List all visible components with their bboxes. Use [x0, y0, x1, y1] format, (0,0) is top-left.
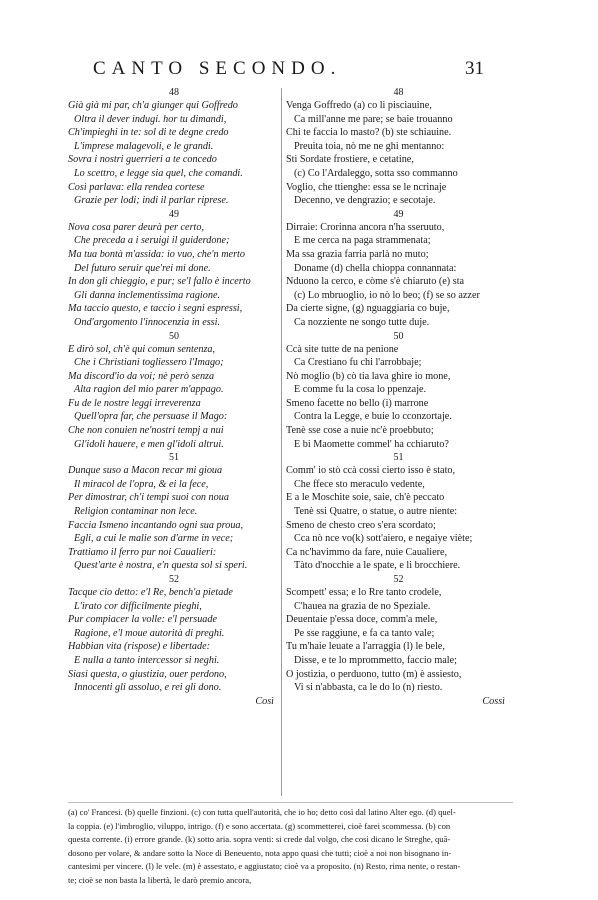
stanza-number: 49 [393, 208, 404, 220]
verse-line: Fu de le nostre leggi irreverenza [68, 397, 201, 409]
stanza-number: 51 [393, 452, 404, 464]
verse-line: Ma tua bontà m'assida: io vuo, che'n merto [68, 248, 245, 260]
footnote-line: te; cioè se non basta la libertà, le darò premio ancora, [68, 874, 252, 885]
verse-line: Nò moglio (b) cò tia lava ghire io mone, [286, 370, 451, 382]
verse-line: Voglio, che ttienghe: essa se le ncrinaje [286, 181, 447, 193]
verse-line: Lo scettro, e legge sia quel, che comandi. [74, 167, 243, 179]
verse-line: (c) Lo mbruoglio, io nò lo beo; (f) se so azzer [294, 289, 480, 301]
column-divider [281, 88, 282, 796]
stanza [286, 86, 511, 208]
verse-line: Già già mi par, ch'a giunger qui Goffredo [68, 100, 238, 111]
verse-line: Ragione, e'l moue autorità di preghi. [74, 627, 225, 639]
verse-line: Gl'idoli hauere, e men gl'idoli altrui. [74, 438, 224, 450]
stanza [68, 451, 280, 573]
verse-line: Ond'argomento l'innocenzia in essi. [74, 316, 221, 328]
catchword: Così [255, 695, 274, 707]
verse-line: Venga Goffredo (a) co li pisciauine, [286, 100, 432, 111]
verse-line: Smeno de chesto creo s'era scordato; [286, 519, 436, 531]
verse-line: L'imprese malagevoli, e le grandi. [74, 140, 214, 152]
footnote-line: dosono per volare, & andare sotto la Noce di Beneuento, nota appo quasi che tutti; cioè a noi non bisognano in- [68, 847, 452, 858]
verse-line: Nova cosa parer deurà per certo, [68, 221, 204, 233]
verse-line: Quest'arte è nostra, e'n questa sol si speri. [74, 560, 248, 572]
neapolitan-column [286, 86, 511, 708]
stanza [286, 330, 511, 452]
verse-line: Da cierte signe, (g) nguaggiaria co buje, [286, 303, 450, 315]
verse-line: Che non conuien ne'nostri tempj a nui [68, 425, 224, 437]
verse-line: Ma taccio questo, e taccio i segni espressi, [68, 303, 243, 315]
verse-line: E a le Moschite soie, saie, ch'è peccato [286, 492, 445, 504]
stanza [286, 451, 511, 573]
verse-line: E dirò sol, ch'è qui comun sentenza, [68, 343, 216, 355]
verse-line: Contra la Legge, e buie lo cconzortaje. [294, 411, 452, 423]
stanza-number: 50 [393, 330, 404, 342]
italian-column [68, 86, 280, 708]
verse-line: Pe sse raggiune, e fa ca tanto vale; [294, 627, 435, 639]
verse-line: C'hauea na grazia de no Speziale. [294, 600, 431, 612]
footnote-line: questa corrente. (i) errore grande. (k) sotto aria. sopra venti: si crede dal volgo, che così dicano le Streghe, quã- [68, 834, 451, 845]
verse-line: Deuentaie p'essa doce, comm'a mele, [286, 614, 438, 626]
verse-line: Oltra il dever indugi. hor tu dimandi, [74, 113, 227, 125]
verse-line: Tàto d'nocchie a le spate, e li brocchiere. [294, 560, 461, 572]
verse-line: Habbian vita (rispose) e libertade: [68, 641, 211, 653]
verse-line: Tu m'haie leuate a l'arraggia (l) le bele, [286, 641, 445, 653]
stanza [68, 86, 280, 208]
verse-line: Preuita toia, nò me ne ghi mentanno: [294, 140, 445, 152]
verse-line: Egli, a cui le malie son d'arme in vece; [74, 533, 234, 545]
verse-line: Quell'opra far, che persuase il Mago: [74, 411, 228, 423]
footnote-rule [68, 802, 513, 803]
verse-line: Disse, e te lo mprommetto, faccio male; [294, 654, 457, 666]
page-number: 31 [465, 58, 484, 79]
stanza-number: 51 [169, 452, 179, 464]
verse-line: E nulla a tanto intercessor si neghi. [74, 654, 220, 666]
verse-line: Che i Christiani togliessero l'Imago; [74, 357, 224, 369]
footnote-line: la coppia. (e) l'imbroglio, viluppo, intrigo. (f) e sono accertata. (g) scommetterei, cioè farei scommessa. (b) con [68, 820, 451, 831]
verse-line: Siasi questa, o giustizia, ouer perdono, [68, 668, 227, 680]
stanza [286, 208, 511, 330]
verse-line: Così parlava: ella rendea cortese [68, 181, 205, 193]
verse-line: Che preceda a i seruigi il guiderdone; [74, 235, 230, 247]
stanza-number: 48 [169, 87, 179, 98]
verse-line: Ccà site tutte de na penione [286, 343, 399, 355]
verse-line: Religion contaminar non lece. [74, 506, 198, 518]
verse-line: (c) Co l'Ardaleggo, sotta sso commanno [294, 167, 458, 179]
verse-line: Ca nc'havimmo da fare, nuie Caualiere, [286, 546, 448, 558]
stanza [68, 208, 280, 330]
verse-line: Sti Sordate frostiere, e cetatine, [286, 154, 414, 166]
verse-line: Ca nozziente ne songo tutte duje. [294, 316, 430, 328]
verse-line: Ma discord'io da voi; nè però senza [68, 370, 215, 382]
verse-line: Tenè sse cose a nuie nc'è proebbuto; [286, 425, 434, 437]
verse-line: E me cerca na paga strammenata; [294, 235, 431, 247]
verse-line: Smeno facette no bello (i) marrone [286, 397, 429, 409]
verse-line: Comm' io stò ccà cossi cierto isso è stato, [286, 465, 456, 477]
verse-line: Ca mill'anne me pare; se baie trouanno [294, 113, 453, 125]
verse-line: Dunque suso a Macon recar mi gioua [68, 465, 223, 477]
verse-line: Grazie per lodi; indi il parlar riprese. [74, 195, 229, 207]
verse-line: O jostizia, o perduono, tutto (m) è assiesto, [286, 668, 462, 680]
verse-line: L'irato cor difficilmente pieghi, [74, 600, 202, 612]
verse-line: Ma ssa grazia farria parlà no muto; [286, 248, 429, 260]
footnote-line: (a) co' Francesi. (b) quelle finzioni. (c) con tutta quell'autorità, che io ho; detto così dal latino Alter ego. (d) quel- [68, 807, 456, 817]
footnotes [68, 806, 514, 888]
verse-line: E comme fu la cosa lo ppenzaje. [294, 384, 427, 396]
stanza [286, 573, 511, 695]
stanza [68, 330, 280, 452]
verse-line: Innocenti gli assoluo, e rei gli dono. [74, 682, 222, 694]
verse-line: Il miracol de l'opra, & ei la fece, [74, 478, 209, 490]
stanza-number: 52 [169, 574, 179, 585]
stanza-number: 49 [169, 208, 179, 220]
stanza-number: 52 [393, 574, 404, 585]
verse-line: Scompett' essa; e lo Rre tanto crodele, [286, 587, 442, 598]
verse-line: Pur compiacer la volle: e'l persuade [68, 614, 218, 626]
verse-line: Chi te faccia lo masto? (b) ste schiauine. [286, 127, 452, 139]
verse-line: Decenno, ve dengrazio; e secotaje. [294, 195, 436, 207]
verse-line: Alta ragion del mio parer m'appago. [74, 384, 224, 396]
verse-line: Ca Crestiano fu chi l'arrobbaje; [294, 357, 422, 369]
stanza [68, 573, 280, 695]
verse-line: Tenè ssi Quatre, o statue, o autre niente: [294, 506, 458, 518]
verse-line: Per dimostrar, ch'i tempi suoi con noua [68, 492, 229, 504]
verse-line: Che ffece sto meraculo vedente, [294, 478, 425, 490]
verse-line: Sovra i nostri guerrieri a te concedo [68, 154, 217, 166]
stanza-number: 48 [393, 87, 404, 98]
canto-title: CANTO SECONDO. [93, 58, 342, 79]
verse-line: In don gli chieggio, e pur; se'l fallo è incerto [68, 276, 251, 288]
verse-line: Del futuro seruir que'rei mi done. [74, 262, 211, 274]
stanza-number: 50 [169, 330, 179, 342]
verse-line: Trattiamo il ferro pur noi Caualieri: [68, 546, 217, 558]
verse-line: Cca nò nce vo(k) sott'aiero, e negaiye viète; [294, 533, 473, 545]
verse-line: Faccia Ismeno incantando ogni sua proua, [68, 519, 244, 531]
verse-line: Nduono la cerco, e còme s'è chiaruto (e) sta [286, 276, 465, 288]
footnote-line: cantesimi per vincere. (l) le vele. (m) è assestato, e aggiustato; cioè va a proposito. (n) Resto, rima nente, o restan- [68, 861, 461, 872]
verse-line: Dirraie: Crorinna ancora n'ha sseruuto, [286, 221, 445, 233]
verse-line: Doname (d) chella chioppa connannata: [294, 262, 457, 274]
verse-line: Ch'impieghi in te: sol di te degne credo [68, 127, 229, 139]
page-header [93, 58, 493, 84]
verse-line: E bi Maomette commel' ha cchiaruto? [294, 438, 449, 450]
verse-line: Vi si n'abbasta, ca le do lo (n) riesto. [294, 682, 443, 694]
verse-line: Tacque cio detto: e'l Re, bench'a pietade [68, 587, 233, 598]
catchword: Cossì [482, 695, 505, 707]
verse-line: Gli danna inclementissima ragione. [74, 289, 221, 301]
